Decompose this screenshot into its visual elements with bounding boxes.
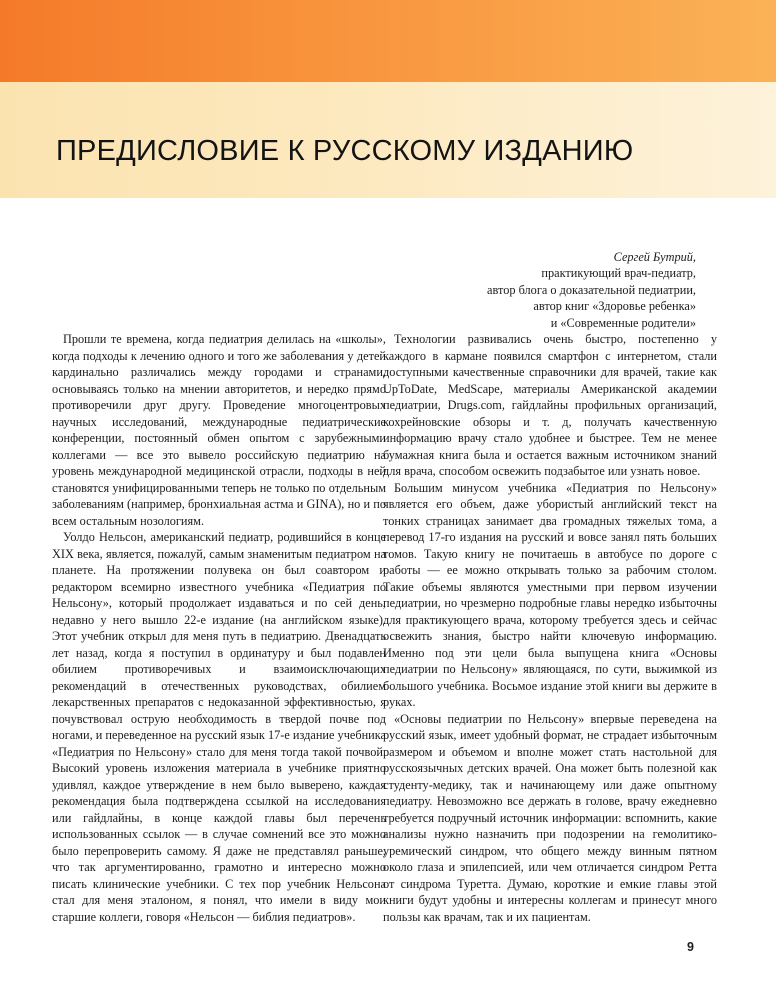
text-column-left — [52, 331, 386, 925]
text-column-right — [383, 331, 717, 925]
header-orange-band — [0, 0, 776, 82]
author-name: Сергей Бутрий, — [613, 250, 696, 264]
paragraph: Уолдо Нельсон, американский педиатр, родившийся в конце XIX века, является, пожалуй, самым знаменитым педиатром на планете. На протяжении полувека он был соавтором и редактором всемирно известного учебника «Педиатрия по Нельсону», который продолжает издаваться и по сей день, недавно у него вышло 22-е издание (на английском языке). Этот учебник открыл для меня путь в педиатрию. Двенадцать лет назад, когда я поступил в ординатуру и был подавлен обилием противоречивых и взаимоисключающих рекомендаций в отечественных руководствах, обилием лекарственных препаратов с недоказанной эффективностью, я почувствовал острую необходимость в твердой почве под ногами, и переведенное на русский язык 17-е издание учебника «Педиатрия по Нельсону» стало для меня тогда такой почвой. Высокий уровень изложения материала в учебнике приятно удивлял, каждое утверждение в нем было выверено, каждая рекомендация была подтверждена ссылкой на исследования или гайдлайны, в конце каждой главы был перечень использованных ссылок — в случае сомнений все это можно было перепроверить самому. Я даже не представлял раньше, что так аргументированно, грамотно и интересно можно писать клинические учебники. С тех пор учебник Нельсона стал для меня эталоном, я понял, что имели в виду мои старшие коллеги, говоря «Нельсон — библия педиатров». — [52, 530, 386, 924]
paragraph: Технологии развивались очень быстро, постепенно у каждого в кармане появился смартфон с интернетом, стали доступными качественные справочники для врачей, такие как UpToDate, MedScape, материалы Американской академии педиатрии, Drugs.com, гайдлайны профильных организаций, кохрейновские обзоры и т. д, получать качественную информацию врачу стало удобнее и быстрее. Тем не менее бумажная книга была и остается важным источником знаний для врача, способом освежить подзабытое или узнать новое. — [383, 332, 717, 478]
page-number: 9 — [687, 940, 694, 954]
page-title: ПРЕДИСЛОВИЕ К РУССКОМУ ИЗДАНИЮ — [56, 135, 634, 167]
author-line: и «Современные родители» — [550, 315, 696, 330]
author-line: автор блога о доказательной педиатрии, — [487, 282, 696, 297]
paragraph: Прошли те времена, когда педиатрия делилась на «школы», когда подходы к лечению одного и того же заболевания у детей кардинально различались между городами и странами, основываясь только на мнении авторитетов, и нередко прямо противоречили друг другу. Проведение многоцентровых научных исследований, международные педиатрические конференции, постоянный обмен опытом с зарубежными коллегами — все это вывело российскую педиатрию на уровень международной медицинской отрасли, подходы в ней становятся унифицированными теперь не только по отдельным заболеваниям (например, бронхиальная астма и GINA), но и по всем остальным нозологиям. — [52, 332, 386, 528]
paragraph: «Основы педиатрии по Нельсону» впервые переведена на русский язык, имеет удобный формат, не страдает избыточным размером и объемом и вполне может стать настольной для русскоязычных детских врачей. Она может быть полезной как студенту-медику, так и начинающему или даже опытному педиатру. Невозможно все держать в голове, врачу ежедневно требуется подручный источник информации: вспомнить, какие анализы нужно назначить при подозрении на гемолитико-уремический синдром, что общего между винным пятном около глаза и эпилепсией, или чем отличается синдром Ретта от синдрома Туретта. Думаю, короткие и емкие главы этой книги будут удобны и интересны коллегам и принесут много пользы как врачам, так и их пациентам. — [383, 711, 717, 924]
author-line: практикующий врач-педиатр, — [541, 266, 696, 281]
author-line: автор книг «Здоровье ребенка» — [533, 299, 696, 314]
paragraph: Большим минусом учебника «Педиатрия по Нельсону» является его объем, даже убористый английский текст на тонких страницах занимает два громадных тяжелых тома, а перевод 17-го издания на русский и вовсе занял пять больших томов. Такую книгу не почитаешь в автобусе по дороге с работы — ее можно открывать только за рабочим столом. Такие объемы являются уместными при первом изучении педиатрии, но чрезмерно подробные главы нередко избыточны для практикующего врача, которому требуется здесь и сейчас освежить знания, быстро найти ключевую информацию. Именно под эти цели была выпущена книга «Основы педиатрии по Нельсону» являющаяся, по сути, выжимкой из большого учебника. Восьмое издание этой книги вы держите в руках. — [383, 480, 717, 709]
author-attribution — [487, 249, 696, 331]
